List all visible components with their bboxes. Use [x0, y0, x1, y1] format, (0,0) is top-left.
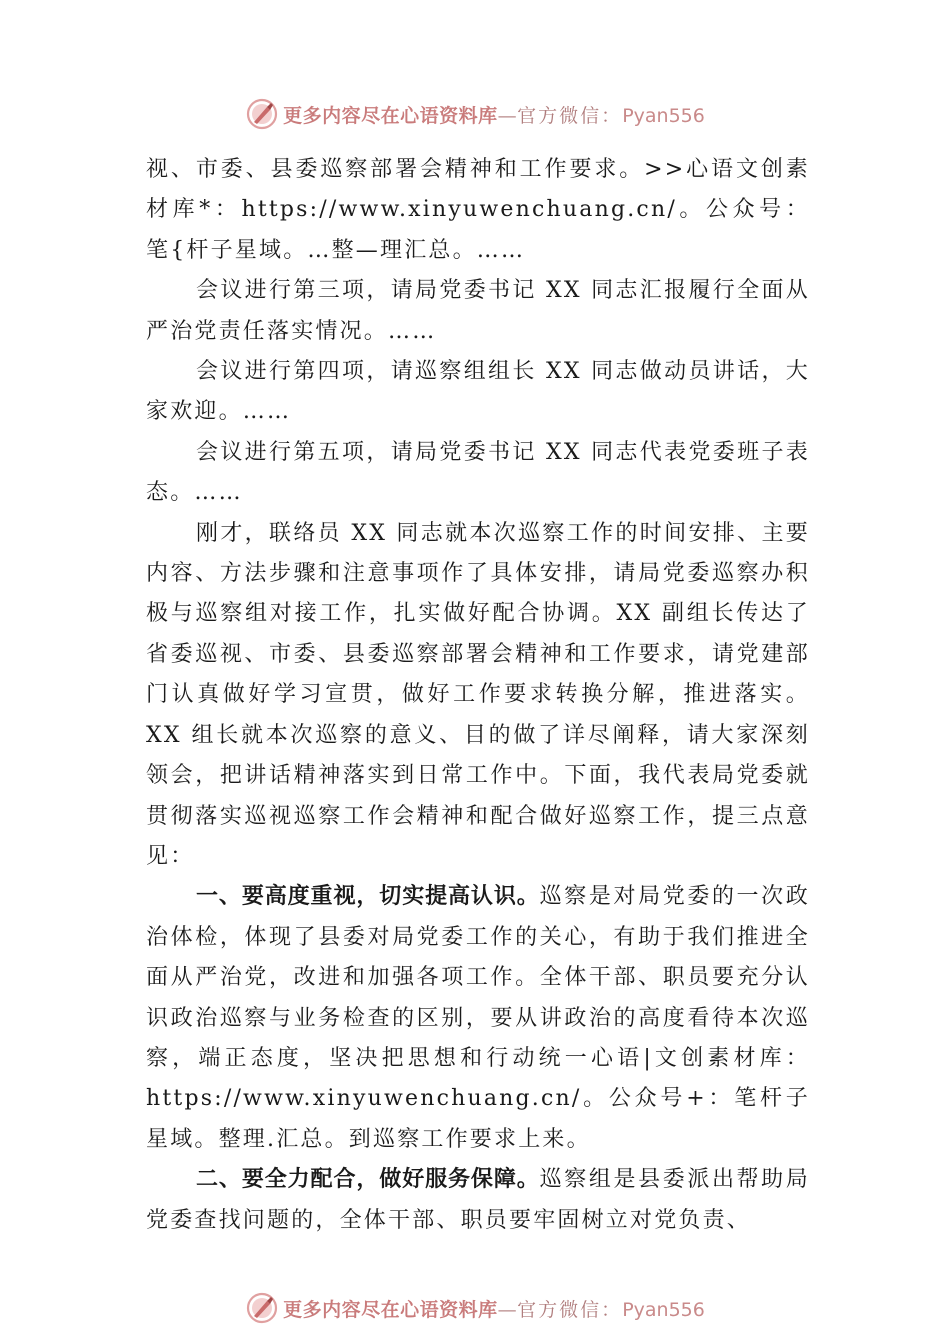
section-two: [146, 1160, 810, 1241]
paragraph-2: 会议进行第三项，请局党委书记 XX 同志汇报履行全面从严治党责任落实情况。……: [146, 278, 810, 344]
section-one: [146, 877, 810, 1160]
header-banner-text: [283, 101, 705, 128]
footer-wechat-id: Pyan556: [622, 1298, 705, 1321]
header-brand: 更多内容尽在心语资料库: [283, 104, 498, 127]
section-two-heading: 二、要全力配合，做好服务保障。: [196, 1167, 540, 1193]
section-one-text: 巡察是对局党委的一次政治体检，体现了县委对局党委工作的关心，有助于我们推进全面从严治党，改进和加强各项工作。全体干部、职员要充分认识政治巡察与业务检查的区别，要从讲政治的高度看待本次巡察，端正态度，坚决把思想和行动统一心语|文创素材库：https://www.xinyuwenchuang.cn/。公众号+：笔杆子星域。整理.汇总。到巡察工作要求上来。: [146, 884, 810, 1152]
pen-logo-icon: [245, 1291, 279, 1325]
paragraph-5: 刚才，联络员 XX 同志就本次巡察工作的时间安排、主要内容、方法步骤和注意事项作了具体安排，请局党委巡察办积极与巡察组对接工作，扎实做好配合协调。XX 副组长传达了省委巡视、市委、县委巡察部署会精神和工作要求，请党建部门认真做好学习宣贯，做好工作要求转换分解，推进落实。XX 组长就本次巡察的意义、目的做了详尽阐释，请大家深刻领会，把讲话精神落实到日常工作中。下面，我代表局党委就贯彻落实巡视巡察工作会精神和配合做好巡察工作，提三点意见：: [146, 520, 810, 869]
header-wechat-label: 官方微信：: [517, 104, 623, 127]
footer-banner: [0, 1288, 950, 1328]
section-one-heading: 一、要高度重视，切实提高认识。: [196, 884, 540, 910]
footer-wechat-label: 官方微信：: [517, 1298, 623, 1321]
header-banner: [0, 94, 950, 134]
footer-brand: 更多内容尽在心语资料库: [283, 1298, 498, 1321]
paragraph-4: 会议进行第五项，请局党委书记 XX 同志代表党委班子表态。……: [146, 439, 810, 506]
section-two-text: 巡察组是县委派出帮助局党委查找问题的，全体干部、职员要牢固树立对党负责、: [146, 1167, 810, 1233]
document-body: [146, 150, 810, 1241]
header-separator: —: [497, 104, 518, 127]
paragraph-1: 视、市委、县委巡察部署会精神和工作要求。>>心语文创素材库*：https://www.xinyuwenchuang.cn/。公众号：笔{杆子星域。…整—理汇总。……: [146, 157, 810, 263]
pen-logo-icon: [245, 97, 279, 131]
footer-separator: —: [497, 1298, 518, 1321]
header-wechat-id: Pyan556: [622, 104, 705, 127]
footer-banner-text: [283, 1295, 705, 1322]
paragraph-3: 会议进行第四项，请巡察组组长 XX 同志做动员讲话，大家欢迎。……: [146, 359, 810, 425]
